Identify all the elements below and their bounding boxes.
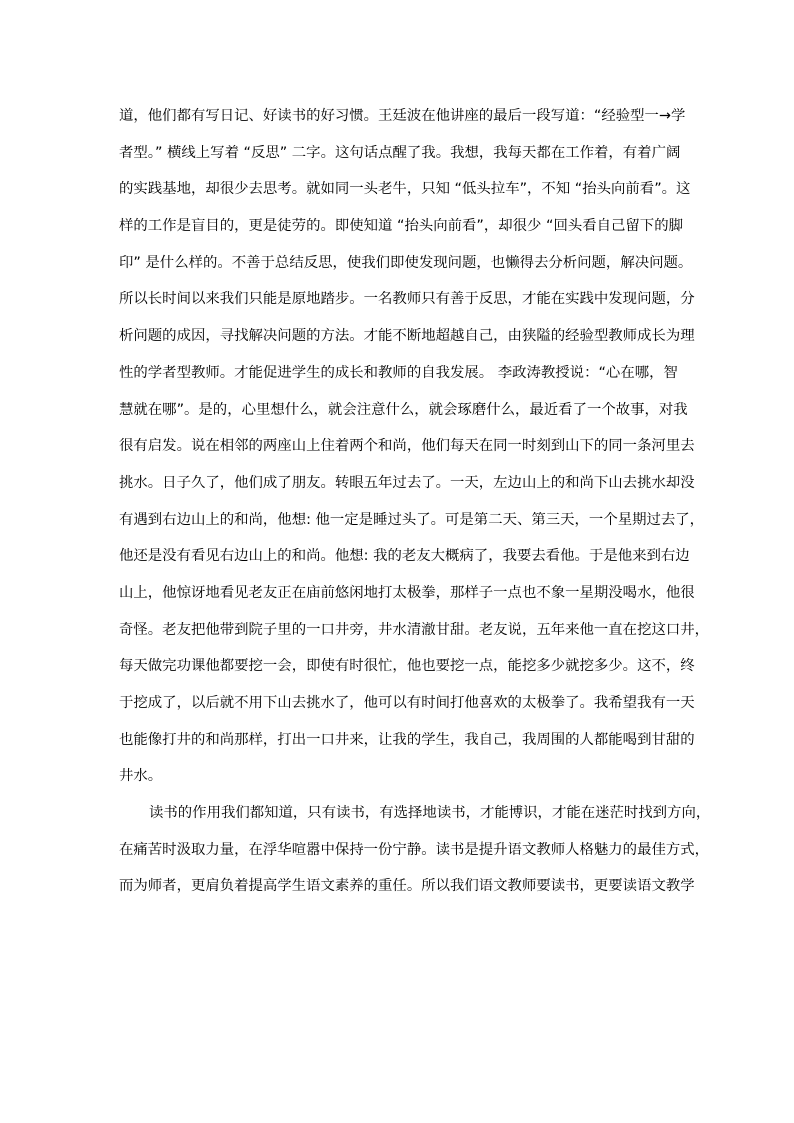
text-line: 山上，他惊讶地看见老友正在庙前悠闲地打太极拳，那样子一点也不象一星期没喝水，他很 bbox=[119, 584, 695, 601]
text-line: 挑水。日子久了，他们成了朋友。转眼五年过去了。一天，左边山上的和尚下山去挑水却没 bbox=[119, 474, 695, 491]
text-line: 样的工作是盲目的，更是徒劳的。即使知道 “抬头向前看”，却很少 “回头看自己留下的脚 bbox=[119, 218, 683, 235]
text-line: 他还是没有看见右边山上的和尚。他想: 我的老友大概病了，我要去看他。于是他来到右边 bbox=[119, 548, 690, 565]
text-line: 慧就在哪”。是的，心里想什么，就会注意什么，就会琢磨什么，最近看了一个故事，对我 bbox=[119, 401, 688, 418]
text-line: 井水。 bbox=[119, 768, 163, 785]
text-line: 每天做完功课他都要挖一会，即使有时很忙，他也要挖一点，能挖多少就挖多少。这不，终 bbox=[119, 658, 695, 675]
text-line: 而为师者，更肩负着提高学生语文素养的重任。所以我们语文教师要读书，更要读语文教学 bbox=[119, 878, 695, 895]
text-line: 在痛苦时汲取力量，在浮华喧嚣中保持一份宁静。读书是提升语文教师人格魅力的最佳方式， bbox=[119, 841, 710, 858]
body-text bbox=[119, 104, 711, 911]
text-line: 有遇到右边山上的和尚，他想: 他一定是睡过头了。可是第二天、第三天，一个星期过去了， bbox=[119, 511, 705, 528]
text-line: 奇怪。老友把他带到院子里的一口井旁，井水清澈甘甜。老友说，五年来他一直在挖这口井， bbox=[119, 621, 710, 638]
text-line: 也能像打井的和尚那样，打出一口井来，让我的学生，我自己，我周围的人都能喝到甘甜的 bbox=[119, 731, 695, 748]
text-line: 道，他们都有写日记、好读书的好习惯。王廷波在他讲座的最后一段写道：“经验型一→学 bbox=[119, 108, 686, 124]
paragraph-start-line: 读书的作用我们都知道，只有读书，有选择地读书，才能博识，才能在迷茫时找到方向， bbox=[149, 805, 711, 822]
text-line: 很有启发。说在相邻的两座山上住着两个和尚，他们每天在同一时刻到山下的同一条河里去 bbox=[119, 438, 695, 455]
text-line: 的实践基地，却很少去思考。就如同一头老牛，只知 “低头拉车”，不知 “抬头向前看”。这 bbox=[119, 181, 691, 198]
text-line: 析问题的成因，寻找解决问题的方法。才能不断地超越自己，由狭隘的经验型教师成长为理 bbox=[119, 328, 695, 345]
text-line: 印” 是什么样的。不善于总结反思，使我们即使发现问题，也懒得去分析问题，解决问题。 bbox=[119, 254, 693, 271]
text-line: 性的学者型教师。才能促进学生的成长和教师的自我发展。 李政涛教授说：“心在哪，智 bbox=[119, 364, 678, 381]
text-line: 所以长时间以来我们只能是原地踏步。一名教师只有善于反思，才能在实践中发现问题，分 bbox=[119, 291, 695, 308]
text-line: 于挖成了，以后就不用下山去挑水了，他可以有时间打他喜欢的太极拳了。我希望我有一天 bbox=[119, 695, 695, 711]
text-line: 者型。” 横线上写着 “反思” 二字。这句话点醒了我。我想，我每天都在工作着，有着广阔 bbox=[119, 144, 681, 161]
